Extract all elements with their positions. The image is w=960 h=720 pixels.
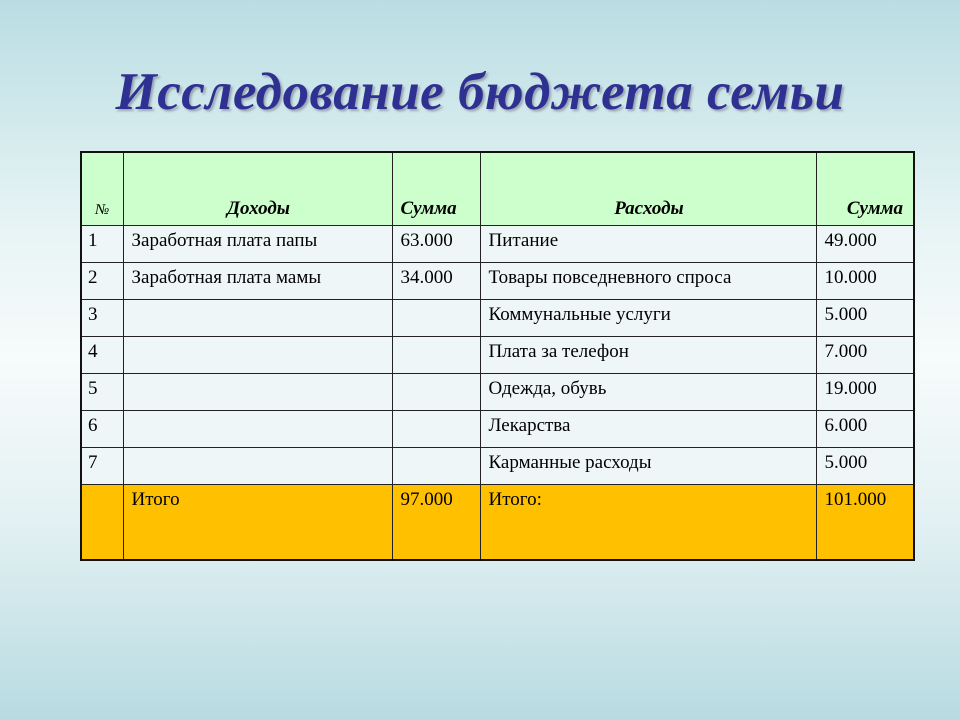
total-expense-label: Итого: <box>480 485 816 560</box>
expense-amount: 5.000 <box>816 448 914 485</box>
row-number: 1 <box>81 226 123 263</box>
income-item <box>123 300 392 337</box>
total-number <box>81 485 123 560</box>
income-item <box>123 374 392 411</box>
row-number: 3 <box>81 300 123 337</box>
expense-item: Товары повседневного спроса <box>480 263 816 300</box>
header-row <box>81 152 914 226</box>
income-item: Заработная плата папы <box>123 226 392 263</box>
income-item: Заработная плата мамы <box>123 263 392 300</box>
header-expense-sum: Сумма <box>816 152 914 226</box>
table-row <box>81 411 914 448</box>
expense-amount: 49.000 <box>816 226 914 263</box>
page-title: Исследование бюджета семьи <box>115 63 845 121</box>
income-amount <box>392 300 480 337</box>
table-row <box>81 263 914 300</box>
row-number: 6 <box>81 411 123 448</box>
total-income-label: Итого <box>123 485 392 560</box>
income-amount <box>392 411 480 448</box>
expense-amount: 7.000 <box>816 337 914 374</box>
header-expense: Расходы <box>480 152 816 226</box>
table-row <box>81 374 914 411</box>
expense-item: Питание <box>480 226 816 263</box>
expense-amount: 5.000 <box>816 300 914 337</box>
header-number: № <box>81 152 123 226</box>
table-row <box>81 300 914 337</box>
expense-item: Карманные расходы <box>480 448 816 485</box>
total-expense-amount: 101.000 <box>816 485 914 560</box>
expense-item: Коммунальные услуги <box>480 300 816 337</box>
income-amount <box>392 374 480 411</box>
expense-amount: 10.000 <box>816 263 914 300</box>
expense-amount: 6.000 <box>816 411 914 448</box>
expense-item: Плата за телефон <box>480 337 816 374</box>
row-number: 2 <box>81 263 123 300</box>
total-row <box>81 485 914 560</box>
expense-item: Одежда, обувь <box>480 374 816 411</box>
row-number: 5 <box>81 374 123 411</box>
income-amount <box>392 448 480 485</box>
income-item <box>123 337 392 374</box>
expense-amount: 19.000 <box>816 374 914 411</box>
income-item <box>123 411 392 448</box>
budget-table <box>80 151 915 561</box>
expense-item: Лекарства <box>480 411 816 448</box>
header-income: Доходы <box>123 152 392 226</box>
income-amount: 63.000 <box>392 226 480 263</box>
table-row <box>81 448 914 485</box>
income-amount: 34.000 <box>392 263 480 300</box>
table-row <box>81 226 914 263</box>
income-item <box>123 448 392 485</box>
row-number: 7 <box>81 448 123 485</box>
table-row <box>81 337 914 374</box>
total-income-amount: 97.000 <box>392 485 480 560</box>
row-number: 4 <box>81 337 123 374</box>
header-income-sum: Сумма <box>392 152 480 226</box>
income-amount <box>392 337 480 374</box>
